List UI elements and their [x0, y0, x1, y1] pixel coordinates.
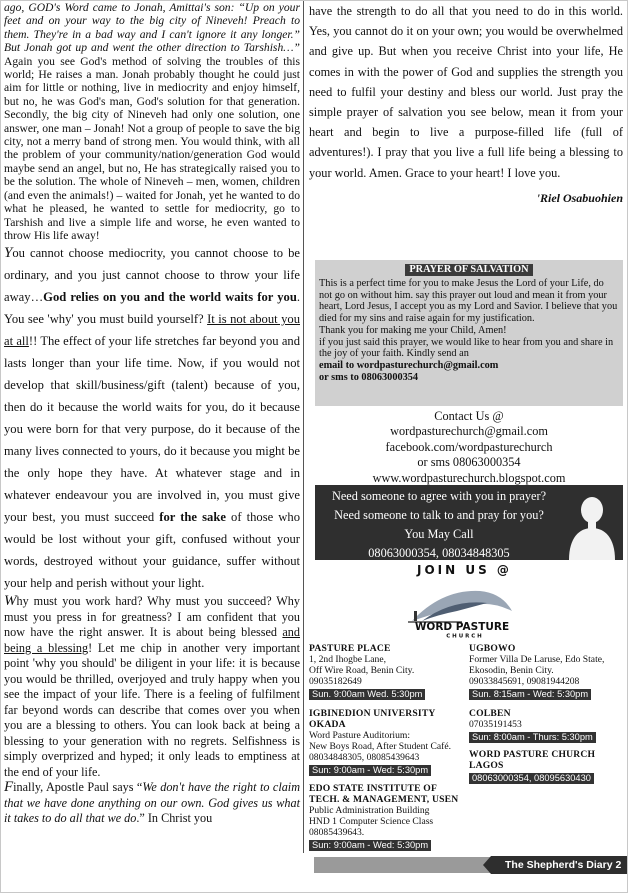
service-time-badge: Sun: 9:00am - Wed: 5:30pm: [309, 765, 431, 776]
location-name-2: LAGOS: [469, 759, 504, 771]
paragraph-2: [4, 242, 300, 594]
person-silhouette-icon: [565, 490, 617, 560]
paragraph-3: [4, 594, 300, 780]
prayer-line-text-2: Need someone to talk to and pray for you?: [334, 508, 544, 522]
emphasis-bold: God relies on you and the world waits for you: [43, 290, 297, 305]
emphasis-underline: and being a blessing: [4, 625, 300, 655]
prayer-sms: or sms to 08063000354: [319, 371, 419, 383]
location-name: IGBINEDION UNIVERSITY: [309, 708, 436, 719]
location-name-2: OKADA: [309, 718, 346, 730]
location-phone: 09033845691, 09081944208: [469, 675, 580, 687]
logo-sub: C H U R C H: [446, 633, 482, 639]
author-signature: 'Riel Osabuohien: [536, 190, 623, 205]
paragraph-2-text-c: . You see 'why' you must build yourself?: [4, 290, 300, 327]
left-column: [4, 1, 300, 827]
dropcap: Y: [4, 245, 13, 262]
location-lagos: [469, 750, 625, 785]
dropcap: F: [4, 779, 14, 796]
location-address-2: Off Wire Road, Benin City.: [309, 664, 415, 676]
location-pasture-place: [309, 644, 469, 701]
location-address-1: 1, 2nd Ihogbe Lane,: [309, 653, 386, 665]
logo-name: WORD PASTURE: [414, 621, 510, 633]
service-time-badge: Sun: 9:00am - Wed: 5:30pm: [309, 840, 431, 851]
location-name: COLBEN: [469, 708, 511, 719]
service-time-badge: Sun: 8:00am - Thurs: 5:30pm: [469, 732, 596, 743]
right-column: [307, 1, 625, 850]
location-name: PASTURE PLACE: [309, 643, 391, 654]
prayer-title: PRAYER OF SALVATION: [405, 264, 533, 276]
contact-sms: or sms 08063000354: [417, 455, 521, 470]
contact-title: Contact Us @: [434, 409, 504, 423]
location-igbinedion: [309, 709, 469, 776]
paragraph-1: [4, 1, 300, 242]
paragraph-4: [4, 780, 300, 827]
church-logo-icon: [402, 581, 522, 639]
emphasis-underline: It is not about you at all: [4, 312, 300, 349]
prayer-line-text-1: Need someone to agree with you in prayer?: [331, 489, 547, 503]
location-address-2: Ekosodin, Benin City.: [469, 664, 554, 676]
prayer-email: email to wordpasturechurch@gmail.com: [319, 359, 499, 371]
location-phone: 09035182649: [309, 675, 362, 687]
join-us-label: JOIN US @: [417, 563, 512, 577]
location-edo-institute: [309, 784, 469, 851]
prayer-line-box: [315, 485, 623, 560]
emphasis-bold-2: for the sake: [159, 510, 226, 525]
prayer-line-text-3: You May Call: [404, 527, 474, 541]
footer-page-label: The Shepherd's Diary 2: [491, 856, 627, 874]
right-column-text: have the strength to do all that you need to do in this world. Yes, you cannot do it on your own; you would be overwhelmed and give up. But when you receive Christ into your life, He comes in with the power of God and supplies the strength you need to fulfil your destiny and bless our world. Just pray the simple prayer of salvation you see below, mean it from your heart and begin to live a purpose-filled life (full of adventures!). I pray that you live a full life being a blessing to your world. Amen. Grace to your heart! I love you.: [309, 4, 623, 180]
contact-email: wordpasturechurch@gmail.com: [390, 424, 548, 439]
service-time-badge: Sun. 8:15am - Wed: 5:30pm: [469, 689, 591, 700]
contact-facebook: facebook.com/wordpasturechurch: [385, 439, 553, 454]
location-address-1: Public Administration Building: [309, 804, 430, 816]
location-name: UGBOWO: [469, 643, 516, 654]
prayer-line-phones: 08063000354, 08034848305: [368, 546, 510, 560]
location-phone: 07035191453: [469, 718, 522, 730]
column-divider: [303, 1, 304, 853]
service-time-badge: Sun. 9:00am Wed. 5:30pm: [309, 689, 425, 700]
paragraph-4-text-b: .” In Christ you: [136, 811, 213, 826]
location-address-2: New Boys Road, After Student Café.: [309, 740, 452, 752]
paragraph-3-text-b: ! Let me chip in another very important point 'why you should' be diligent in your life: it is because you would be thrilled, overjoyed and truly happy when you see the impact of your life. There is a feeling of fulfilment far beyond words can describe that comes over you when you are a blessing to others. You can look back at being a blessing to your generation with no regrets. Selfishness is simply overprized and hyped; it only leads to emptiness at the end of your life.: [4, 640, 300, 779]
paragraph-2-text-d: !! The effect of your life stretches far beyond you and lasts longer than your life time. Now, if you would not develop that skill/business/gift (talent) because of you, then do it because the world waits for you, do it because you were born for that very purpose, do it because of the many lives connected to yours, do it because you might be the only hope they have. At whatever stage and in whatever endeavour you are involved in, you must give your best, you must succeed: [4, 334, 300, 525]
paul-quote: We don't have the right to claim that we have done anything on our own. God gives us what it takes to do all that we do: [4, 780, 300, 826]
location-name-2: TECH. & MANAGEMENT, USEN: [309, 793, 459, 805]
paragraph-4-text-a: inally, Apostle Paul says “: [13, 780, 143, 795]
location-phone: 08034848305, 08085439643: [309, 751, 420, 763]
location-phone: 08085439643.: [309, 826, 365, 838]
prayer-text: This is a perfect time for you to make Jesus the Lord of your Life, do not go on without him. say this prayer out loud and mean it from your heart, Lord Jesus, I accept you as my Lord and Savior. I believe that you died for my sins and raise again for my justification.: [319, 278, 618, 325]
service-time-badge: 08063000354, 08095630430: [469, 773, 594, 784]
prayer-invite: if you just said this prayer, we would like to hear from you and share in the joy of your faith. Kindly send an: [319, 336, 614, 360]
location-address-1: Word Pasture Auditorium:: [309, 729, 411, 741]
church-locations: [307, 644, 625, 854]
location-colben: [469, 709, 625, 744]
location-address-2: HND 1 Computer Science Class: [309, 815, 434, 827]
paragraph-2-text-a: ou cannot choose mediocrity, you cannot choose to be ordinary, and you just cannot choose to throw your life away…: [4, 246, 300, 305]
dropcap: W: [4, 593, 17, 610]
paragraph-3-text-a: hy must you work hard? Why must you succeed? Why must you press in for greatness? I am confident that you now have the right answer. It is about being blessed: [4, 594, 300, 640]
prayer-of-salvation-box: [315, 260, 623, 406]
contact-website: www.wordpasturechurch.blogspot.com: [372, 470, 566, 485]
location-ugbowo: [469, 644, 625, 701]
paragraph-1-text: Again you see God's method of solving the troubles of this world; He raises a man. Jonah probably thought he could just aim for little or nothing, live in mediocrity and enjoy himself, but no, he was God's man, God's solution for that generation. Secondly, the big city of Nineveh had only one solution, one answer, one man – Jonah! Not a group of people to save the big city, not a merry band of strong men. You would think, with all the problem of your community/nation/generation God would maybe send an angel, but no, He has strategically raised you to be the solution. The whole of Nineveh – men, women, children (and even the animals!) – waited for Jonah, yet he wanted to do what he pleased, he wanted to settle for mediocrity, go to Tarshish and live a simple life and worse, he even wanted to throw His life away!: [4, 54, 300, 242]
prayer-thanks: Thank you for making me your Child, Amen!: [319, 324, 507, 336]
jonah-quote: ago, GOD's Word came to Jonah, Amittai's son: “Up on your feet and on your way to the big city of Nineveh! Preach to them. They're in a bad way and I can't ignore it any longer.” But Jonah got up and went the other direction to Tarshish…”: [4, 1, 300, 55]
location-address-1: Former Villa De Laruse, Edo State,: [469, 653, 605, 665]
location-name: WORD PASTURE CHURCH: [469, 749, 596, 760]
page-footer: [1, 853, 628, 881]
paragraph-2-text-e: of those who would be lost without your gift, confused without your words, destroyed without your guidance, suffer without your help and perish without your light.: [4, 510, 300, 591]
location-name: EDO STATE INSTITUTE OF: [309, 783, 437, 794]
contact-block: [315, 409, 623, 486]
